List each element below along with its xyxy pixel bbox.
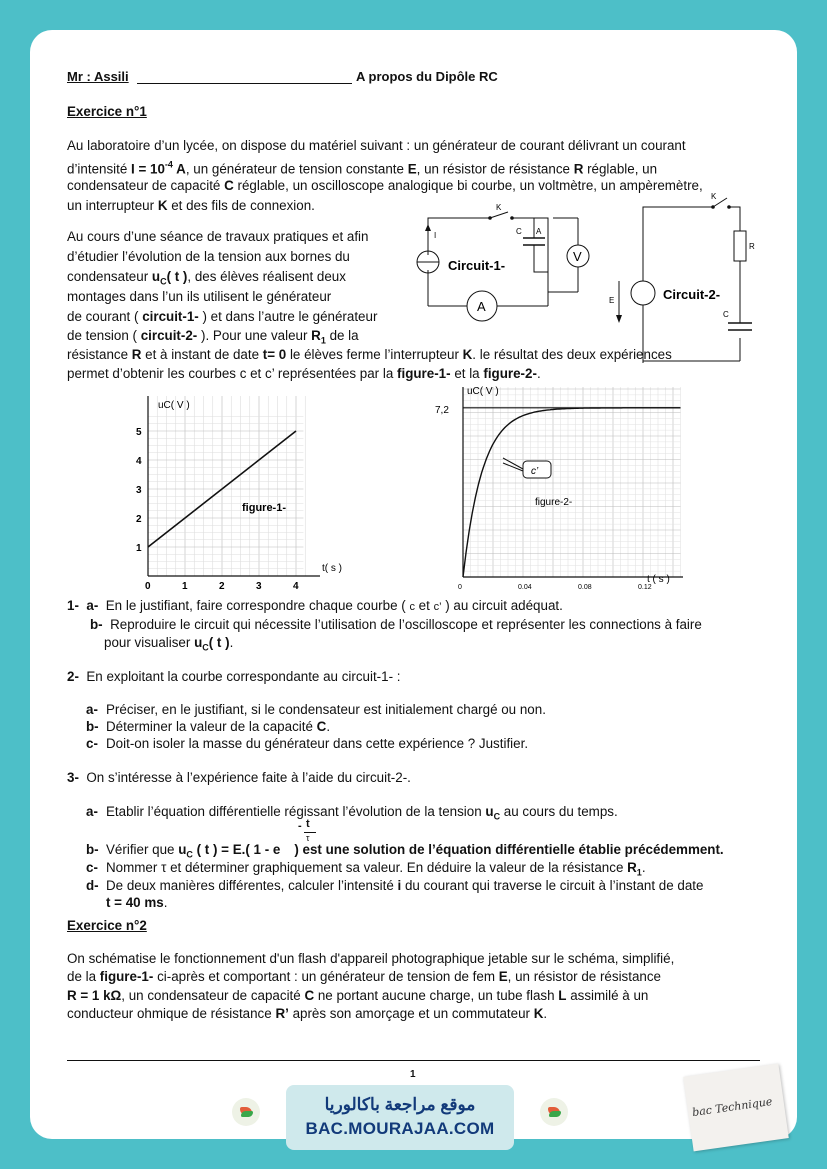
page-number: 1: [410, 1069, 416, 1080]
fig1-xlabel: t( s ): [322, 563, 342, 574]
fig1-xtick-1: 1: [182, 581, 188, 592]
fig2-xtick-2: 0.08: [578, 584, 592, 591]
ex1-para2-l8: permet d’obtenir les courbes c et c’ représentées par la figure-1- et la figure-2-.: [67, 366, 541, 381]
exponent-tau: τ: [306, 833, 310, 843]
ex2-line3: R = 1 kΩ, un condensateur de capacité C ne portant aucune charge, un tube flash L assimilé à un: [67, 988, 649, 1003]
c1-c-label: C: [516, 227, 522, 236]
ex1-intro-line1: Au laboratoire d’un lycée, on dispose du matériel suivant : un générateur de courant délivrant un courant: [67, 138, 686, 153]
ex1-para2-l6: de tension ( circuit-2- ). Pour une valeur $R_1$ de la: [67, 328, 359, 346]
fig2-grid: [463, 387, 681, 577]
c1-label: Circuit-1-: [448, 258, 506, 273]
ex2-line2: de la figure-1- ci-après et comportant : un générateur de tension de fem E, un résistor de résistance: [67, 969, 661, 984]
q3c: c- Nommer τ et déterminer graphiquement sa valeur. En déduire la valeur de la résistance $R_1$.: [86, 860, 646, 878]
c1-ammeter: A: [477, 299, 486, 314]
ex1-intro-line2: d’intensité $I = 10^{-4}$ A, un générateur de tension constante E, un résistor de résistance R réglable, un: [67, 160, 658, 177]
site-arabic-name: موقع مراجعة باكالوريا: [324, 1095, 476, 1114]
c2-k-label: K: [711, 192, 717, 201]
q1b: b- Reproduire le circuit qui nécessite l’utilisation de l’oscilloscope et représenter les connections à faire: [90, 617, 702, 632]
author: Mr : Assili: [67, 69, 129, 84]
q3: 3- On s’intéresse à l’expérience faite à l’aide du circuit-2-.: [67, 770, 411, 785]
q2b: b- Déterminer la valeur de la capacité C.: [86, 719, 331, 734]
ex2-line4: conducteur ohmique de résistance R’ après son amorçage et un commutateur K.: [67, 1006, 548, 1021]
fig1-xtick-4: 4: [293, 581, 299, 592]
brand-badge: [683, 1064, 789, 1152]
fig2-ylabel: uC( V ): [467, 386, 499, 397]
site-banner[interactable]: [286, 1085, 514, 1150]
c1-voltmeter: V: [573, 249, 582, 264]
fig2-asymptote-label: 7,2: [435, 405, 449, 416]
site-url: BAC.MOURAJAA.COM: [305, 1119, 495, 1138]
q3d-cont: t = 40 ms.: [106, 895, 168, 910]
figure-1-chart: [110, 396, 380, 592]
figure-2-chart: [425, 383, 710, 591]
fig2-xlabel: t ( s ): [647, 574, 670, 585]
fig2-curve-label: c’: [531, 466, 539, 477]
c1-k-label: K: [496, 203, 502, 212]
brand-text: bac Technique: [691, 1094, 774, 1120]
c2-e-label: E: [609, 296, 615, 305]
ex1-para2-l5: de courant ( circuit-1- ) et dans l’autre le générateur: [67, 309, 378, 324]
fig1-ytick-2: 2: [136, 514, 142, 525]
footer-rule: [67, 1060, 760, 1061]
exponent-minus: -: [298, 820, 302, 832]
c1-a-label: A: [536, 227, 542, 236]
fig1-ytick-5: 5: [136, 427, 142, 438]
fig1-ylabel: uC( V ): [158, 400, 190, 411]
q2c: c- Doit-on isoler la masse du générateur dans cette expérience ? Justifier.: [86, 736, 529, 751]
fig1-xtick-0: 0: [145, 581, 151, 592]
ex1-para2-l3: condensateur $u_C$( t ), des élèves réalisent deux: [67, 269, 346, 287]
ex1-intro-line4: un interrupteur K et des fils de connexion.: [67, 198, 315, 213]
c2-c-label: C: [723, 310, 729, 319]
c1-i-label: I: [434, 231, 437, 240]
q3b: b- Vérifier que $u_C$ ( t ) = E.( 1 - e ) est une solution de l’équation différentielle établie précédemment.: [86, 842, 724, 860]
q1a: 1- a- En le justifiant, faire correspondre chaque courbe ( c et c’ ) au circuit adéquat.: [67, 598, 563, 613]
q1b-cont: pour visualiser $u_C$( t ).: [104, 635, 234, 653]
c2-label: Circuit-2-: [663, 287, 721, 302]
doc-title: A propos du Dipôle RC: [356, 69, 498, 84]
exercise1-title: Exercice n°1: [67, 104, 147, 119]
exponent-t: t: [306, 818, 310, 830]
fig1-xtick-2: 2: [219, 581, 225, 592]
fig1-ytick-4: 4: [136, 456, 142, 467]
ex1-intro-line3: condensateur de capacité C réglable, un oscilloscope analogique bi courbe, un voltmètre, un ampèremètre,: [67, 178, 703, 193]
fig1-ytick-1: 1: [136, 543, 142, 554]
q3a: a- Etablir l’équation différentielle régissant l’évolution de la tension $u_C$ au cours du temps.: [86, 804, 618, 822]
header-underline: [137, 83, 352, 84]
exercise2-title: Exercice n°2: [67, 918, 147, 933]
fig2-xtick-1: 0.04: [518, 584, 532, 591]
document-page: [30, 30, 797, 1139]
q2a: a- Préciser, en le justifiant, si le condensateur est initialement chargé ou non.: [86, 702, 546, 717]
circuit-2-diagram: [595, 193, 765, 338]
left-logo-icon: [232, 1098, 260, 1126]
q2: 2- En exploitant la courbe correspondante au circuit-1- :: [67, 669, 401, 684]
ex1-para2-l7: résistance R et à instant de date t= 0 le élèves ferme l’interrupteur K. le résultat des deux expériences: [67, 347, 672, 362]
fig2-xtick-3: 0.12: [638, 584, 652, 591]
fig2-curve-c-prime: [463, 408, 681, 577]
fig1-ytick-3: 3: [136, 485, 142, 496]
ex1-para2-l4: montages dans l’un ils utilisent le générateur: [67, 289, 332, 304]
fig1-title: figure-1-: [242, 502, 286, 514]
ex1-para2-l1: Au cours d’une séance de travaux pratiques et afin: [67, 229, 369, 244]
ex2-line1: On schématise le fonctionnement d'un flash d'appareil photographique jetable sur le schéma, simplifié,: [67, 951, 675, 966]
right-logo-icon: [540, 1098, 568, 1126]
fig2-xtick-0: 0: [458, 584, 462, 591]
fig2-title: figure-2-: [535, 497, 573, 508]
c2-r-label: R: [749, 242, 755, 251]
fig1-xtick-3: 3: [256, 581, 262, 592]
circuit-1-diagram: [408, 200, 582, 330]
ex1-para2-l2: d’étudier l’évolution de la tension aux bornes du: [67, 249, 350, 264]
q3d: d- De deux manières différentes, calculer l’intensité i du courant qui traverse le circuit à l’instant de date: [86, 878, 704, 893]
